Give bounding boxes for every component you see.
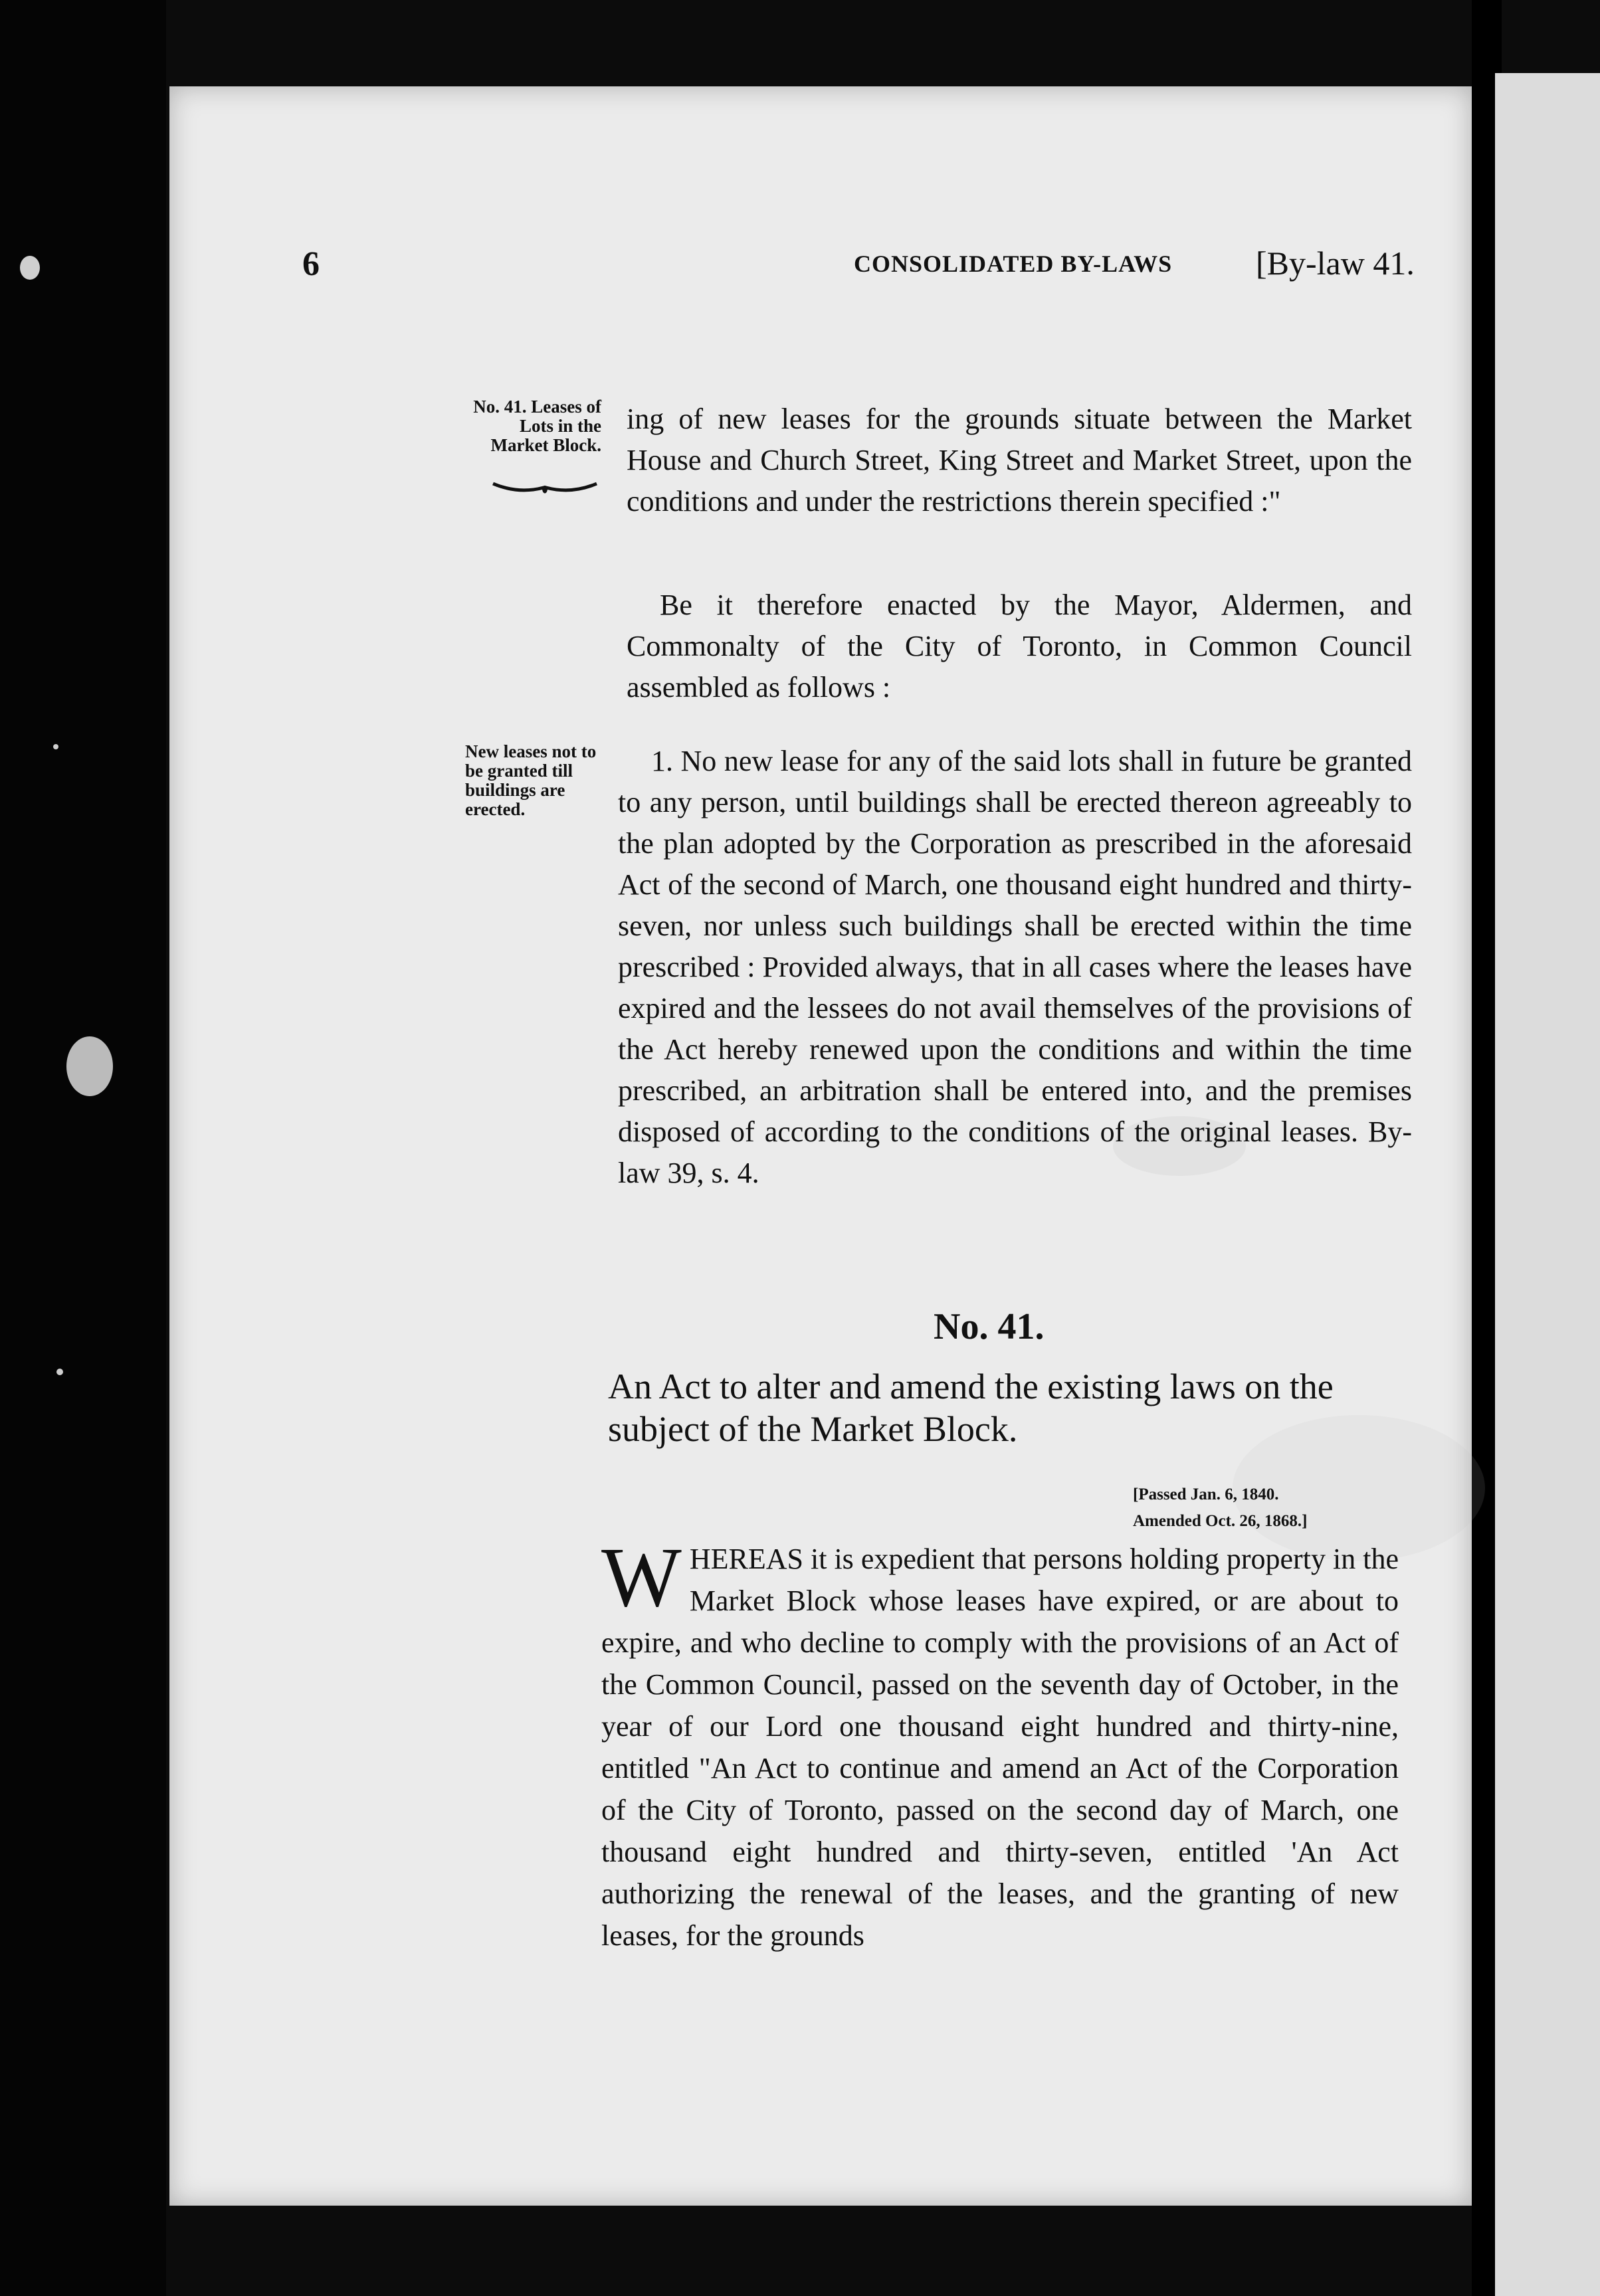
film-speck: [66, 1036, 113, 1096]
adjacent-page-edge: [1495, 73, 1600, 2296]
film-speck: [56, 1369, 63, 1375]
passed-date: [Passed Jan. 6, 1840.: [1133, 1485, 1279, 1503]
drop-cap: W: [601, 1530, 682, 1624]
whereas-text: HEREAS it is expedient that persons holding property in the Market Block whose leases have expired, or are about to expire, and who decline to comply with the provisions of an Act of the Common Council, passed on the seventh day of October, in the year of our Lord one thousand eight hundred and thirty-nine, entitled "An Act to continue and amend an Act of the Corporation of the City of Toronto, passed on the second day of March, one thousand eight hundred and thirty-seven, entitled 'An Act authorizing the renewal of the leases, and the granting of new leases, for the grounds: [601, 1543, 1399, 1952]
paragraph-section-1: 1. No new lease for any of the said lots shall in future be granted to any person, until buildings shall be erected thereon agreeably to the plan adopted by the Corporation as prescribed in the aforesaid Act of the second of March, one thousand eight hundred and thirty-seven, nor unless such buildings shall be erected within the time prescribed : Provided always, that in all cases where the leases have expired and the lessees do not avail themselves of the provisions of the Act hereby renewed upon the conditions and within the time prescribed, an arbitration shall be entered into, and the premises disposed of according to the conditions of the original leases. By-law 39, s. 4.: [618, 745, 1412, 1189]
act-number-heading: No. 41.: [934, 1306, 1045, 1347]
margin-note-leases: No. 41. Leases of Lots in the Market Block.: [473, 397, 601, 455]
paragraph-continuation: ing of new leases for the grounds situate between the Market House and Church Street, King Street and Market Street, upon the conditions and under the restrictions therein specified :": [627, 403, 1412, 518]
passed-date-note: [1133, 1482, 1307, 1535]
page-number: 6: [302, 245, 320, 283]
amended-date: Amended Oct. 26, 1868.]: [1133, 1512, 1308, 1530]
paragraph-enactment: Be it therefore enacted by the Mayor, Aldermen, and Commonalty of the City of Toronto, in Common Council assembled as follows :: [627, 589, 1412, 704]
film-speck: [53, 744, 58, 749]
whereas-paragraph: [601, 1530, 1399, 1957]
margin-note-new-leases: New leases not to be granted till buildings are erected.: [465, 741, 597, 819]
act-title: An Act to alter and amend the existing laws on the subject of the Market Block.: [608, 1367, 1334, 1449]
film-edge: [0, 0, 166, 2296]
ornament-brace-icon: [492, 478, 598, 498]
running-head: CONSOLIDATED BY-LAWS: [854, 250, 1173, 277]
bylaw-reference: [By-law 41.: [1256, 244, 1415, 282]
film-speck: [20, 256, 40, 280]
